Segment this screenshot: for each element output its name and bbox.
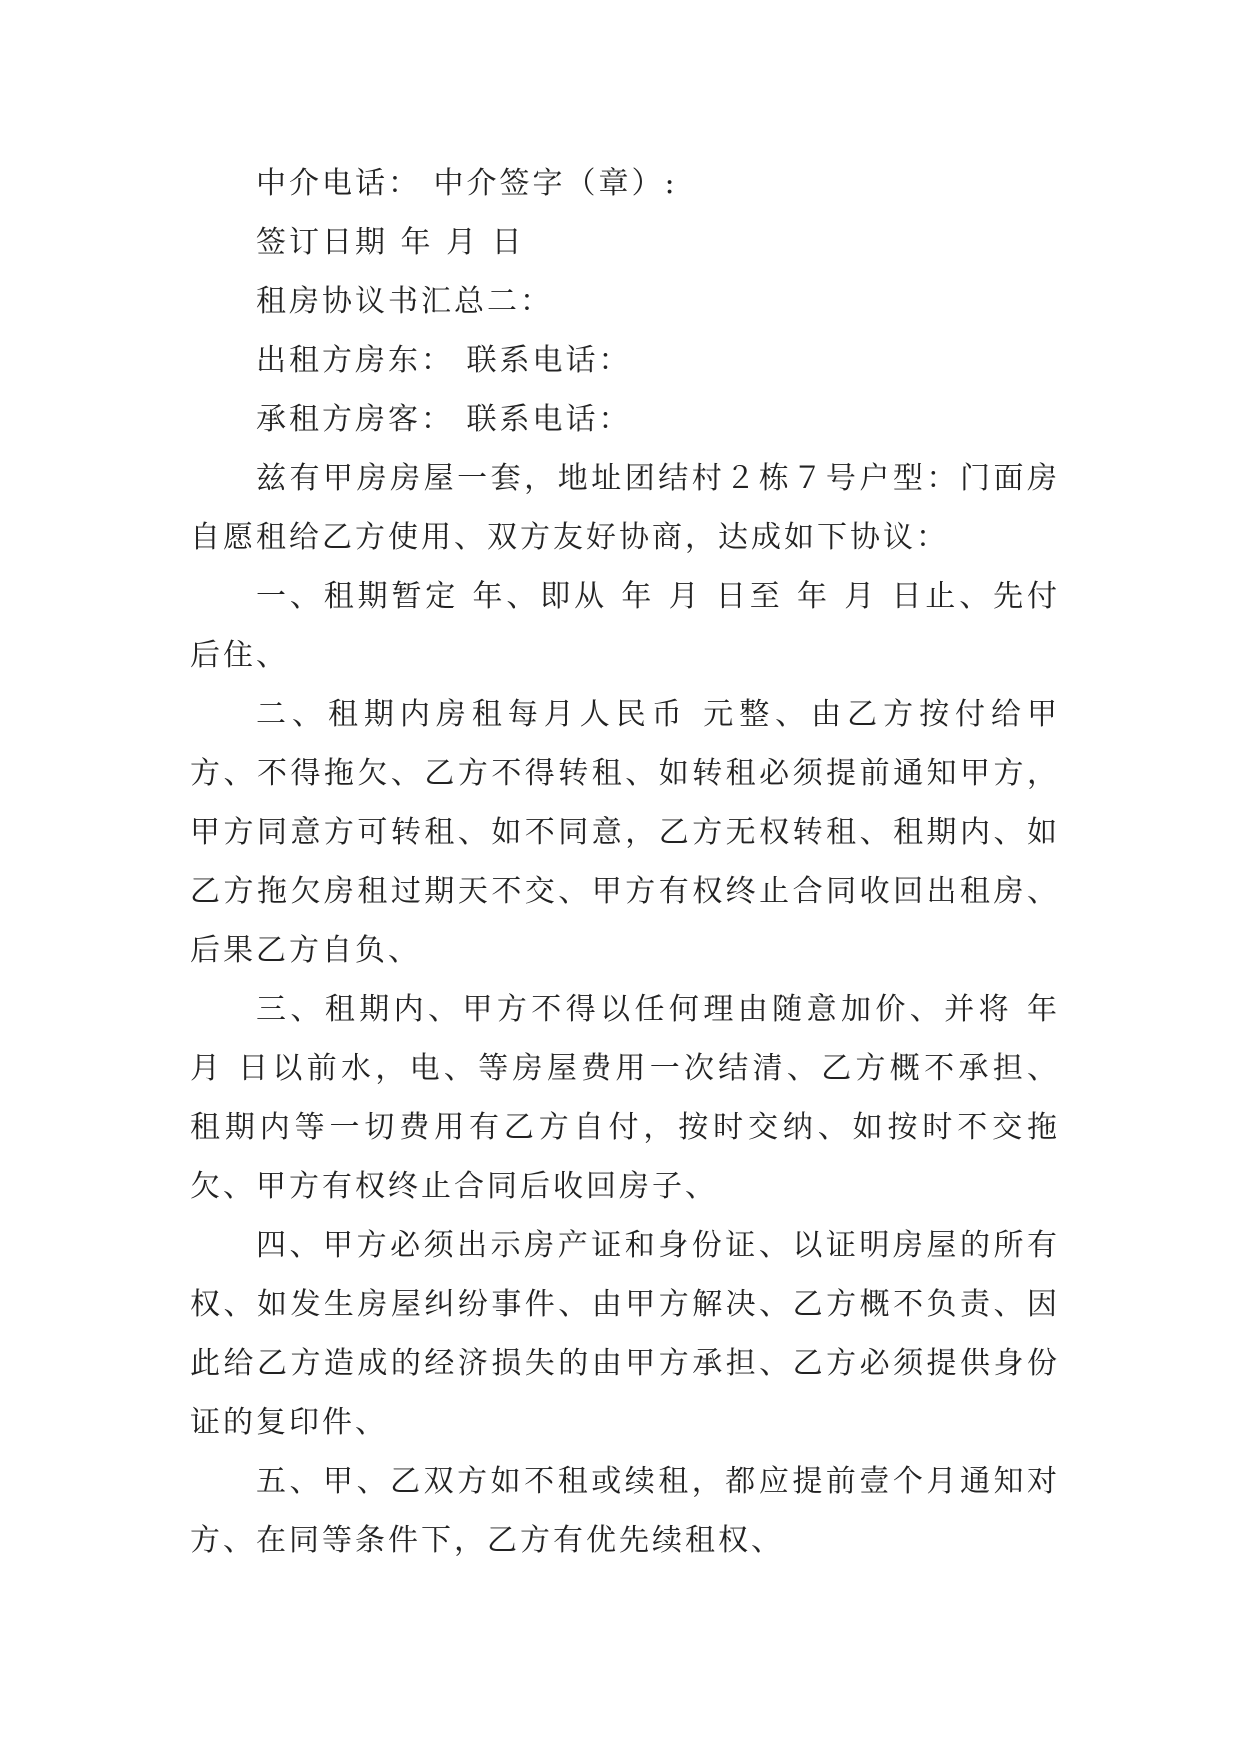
clause-2: 二、租期内房租每月人民币 元整、由乙方按付给甲方、不得拖欠、乙方不得转租、如转租必须提前通知甲方，甲方同意方可转租、如不同意，乙方无权转租、租期内、如乙方拖欠房租过期天不交、甲方有权终止合同收回出租房、后果乙方自负、	[190, 697, 1060, 968]
landlord-line: 出租方房东： 联系电话：	[256, 343, 632, 378]
clause-5: 五、甲、乙双方如不租或续租，都应提前壹个月通知对方、在同等条件下，乙方有优先续租权、	[190, 1464, 1060, 1558]
document-body	[190, 154, 1060, 1570]
signing-date-line: 签订日期 年 月 日	[256, 225, 525, 260]
agent-phone-signature-line: 中介电话： 中介签字（章）:	[256, 166, 678, 201]
section-heading: 租房协议书汇总二：	[256, 284, 553, 319]
intro-paragraph: 兹有甲房房屋一套，地址团结村２栋７号户型：门面房自愿租给乙方使用、双方友好协商，达成如下协议：	[190, 461, 1060, 555]
clause-4: 四、甲方必须出示房产证和身份证、以证明房屋的所有权、如发生房屋纠纷事件、由甲方解决、乙方概不负责、因此给乙方造成的经济损失的由甲方承担、乙方必须提供身份证的复印件、	[190, 1228, 1060, 1440]
clause-3: 三、租期内、甲方不得以任何理由随意加价、并将 年 月 日以前水，电、等房屋费用一次结清、乙方概不承担、租期内等一切费用有乙方自付，按时交纳、如按时不交拖欠、甲方有权终止合同后收回房子、	[190, 992, 1060, 1204]
clause-1: 一、租期暂定 年、即从 年 月 日至 年 月 日止、先付后住、	[190, 579, 1060, 673]
tenant-line: 承租方房客： 联系电话：	[256, 402, 632, 437]
